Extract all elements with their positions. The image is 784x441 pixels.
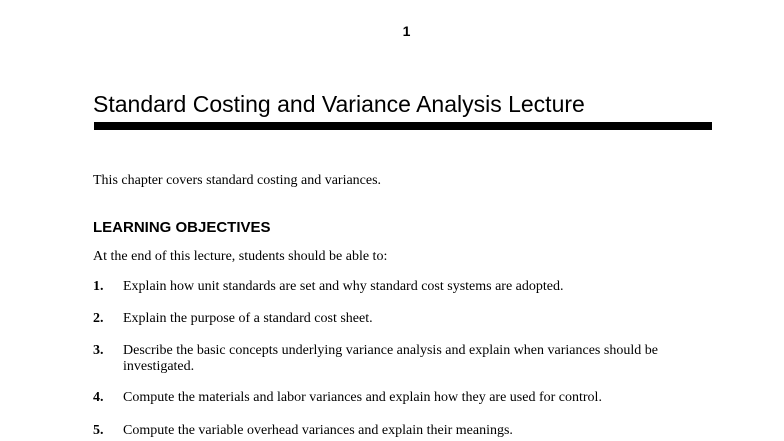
objective-number: 5. <box>93 423 104 438</box>
objective-text: Describe the basic concepts underlying variance analysis and explain when variances should be investigated. <box>123 343 658 374</box>
section-heading: LEARNING OBJECTIVES <box>93 219 271 236</box>
intro-paragraph: This chapter covers standard costing and variances. <box>93 173 382 188</box>
objective-number: 1. <box>93 279 104 294</box>
objective-text: Compute the variable overhead variances and explain their meanings. <box>123 423 513 438</box>
objectives-lead: At the end of this lecture, students should be able to: <box>93 249 388 264</box>
objective-item <box>93 423 713 439</box>
objective-text: Explain the purpose of a standard cost sheet. <box>123 311 373 326</box>
objective-item <box>93 311 713 327</box>
objective-number: 3. <box>93 343 104 358</box>
document-title: Standard Costing and Variance Analysis Lecture <box>93 91 585 117</box>
title-rule <box>94 122 712 130</box>
page-number: 1 <box>402 23 411 39</box>
objective-text: Explain how unit standards are set and why standard cost systems are adopted. <box>123 279 564 294</box>
objective-number: 2. <box>93 311 104 326</box>
objective-item <box>93 279 713 295</box>
objective-item <box>93 343 713 375</box>
objective-item <box>93 390 713 406</box>
objective-text: Compute the materials and labor variances and explain how they are used for control. <box>123 390 602 405</box>
objective-number: 4. <box>93 390 104 405</box>
